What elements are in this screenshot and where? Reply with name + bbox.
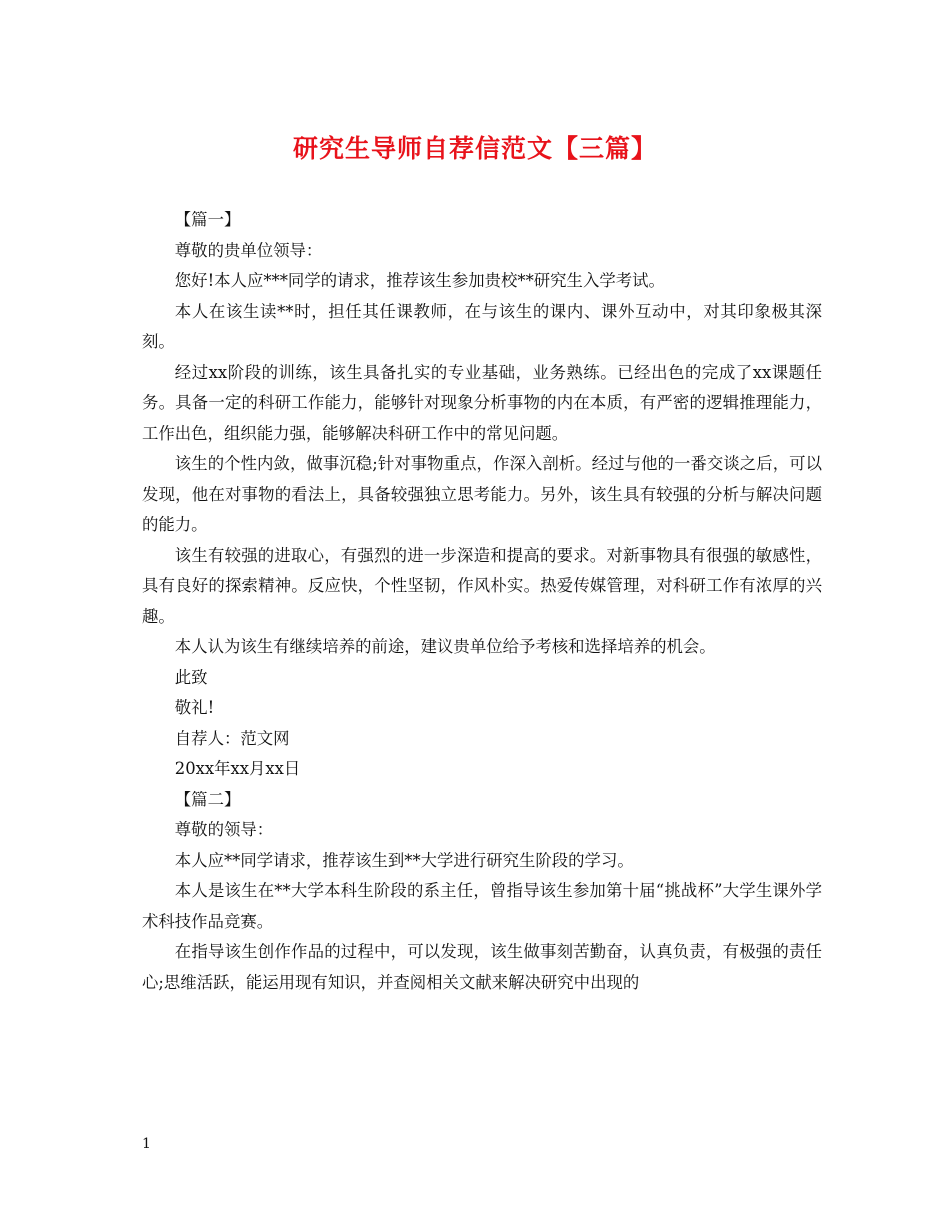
paragraph: 经过xx阶段的训练，该生具备扎实的专业基础，业务熟练。已经出色的完成了xx课题任务。具备一定的科研工作能力，能够针对现象分析事物的内在本质，有严密的逻辑推理能力，工作出色，组织能力强，能够解决科研工作中的常见问题。 (142, 362, 822, 443)
salutation: 尊敬的贵单位领导： (174, 240, 323, 260)
paragraph: 本人应**同学请求，推荐该生到**大学进行研究生阶段的学习。 (174, 850, 634, 870)
date: 20xx年xx月xx日 (174, 759, 301, 778)
closing: 此致 (174, 667, 208, 687)
salutation: 尊敬的领导： (174, 820, 274, 839)
document-title: 研究生导师自荐信范文【三篇】 (292, 134, 657, 163)
paragraph: 在指导该生创作作品的过程中，可以发现，该生做事刻苦勤奋，认真负责，有极强的责任心;思维活跃，能运用现有知识，并查阅相关文献来解决研究中出现的 (142, 942, 822, 992)
page-number: 1 (142, 1136, 151, 1152)
paragraph: 本人是该生在**大学本科生阶段的系主任，曾指导该生参加第十届“挑战杯”大学生课外学术科技作品竞赛。 (142, 881, 822, 931)
paragraph: 该生的个性内敛，做事沉稳;针对事物重点，作深入剖析。经过与他的一番交谈之后，可以发现，他在对事物的看法上，具备较强独立思考能力。另外，该生具有较强的分析与解决问题的能力。 (142, 454, 822, 534)
section-heading: 【篇一】 (174, 210, 241, 229)
signature: 自荐人：范文网 (174, 728, 290, 748)
paragraph: 本人认为该生有继续培养的前途，建议贵单位给予考核和选择培养的机会。 (174, 637, 716, 656)
section-heading: 【篇二】 (174, 789, 241, 809)
paragraph: 您好!本人应***同学的请求，推荐该生参加贵校**研究生入学考试。 (174, 271, 665, 290)
paragraph: 该生有较强的进取心，有强烈的进一步深造和提高的要求。对新事物具有很强的敏感性，具有良好的探索精神。反应快，个性坚韧，作风朴实。热爱传媒管理，对科研工作有浓厚的兴趣。 (142, 545, 822, 626)
paragraph: 本人在该生读**时，担任其任课教师，在与该生的课内、课外互动中，对其印象极其深刻。 (142, 301, 822, 351)
document-body (142, 205, 822, 998)
closing: 敬礼! (174, 698, 215, 717)
